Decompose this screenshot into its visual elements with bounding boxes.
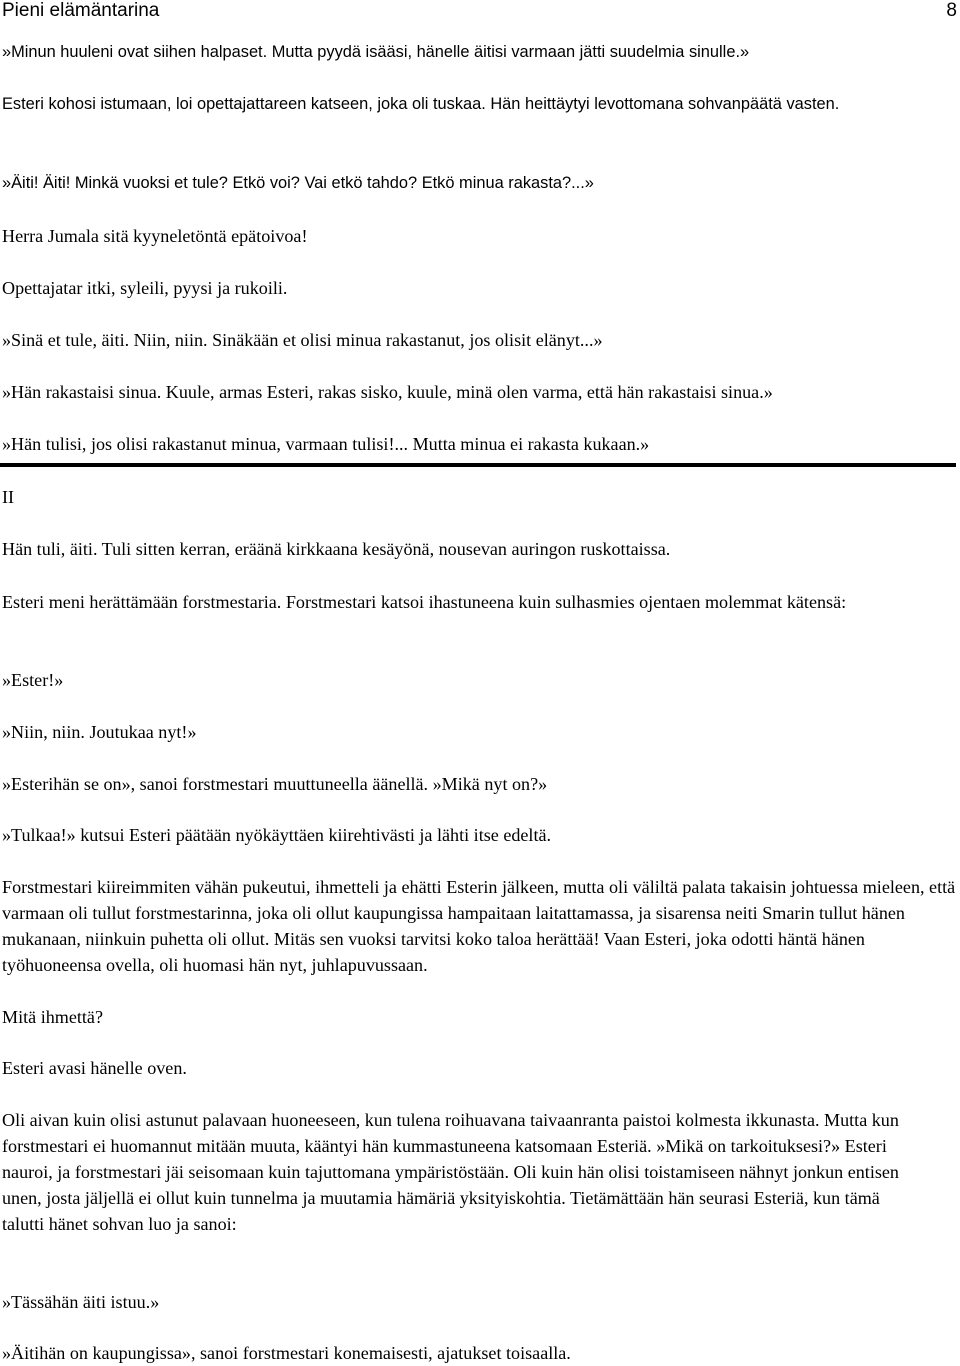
paragraph: »Äitihän on kaupungissa», sanoi forstmestari konemaisesti, ajatukset toisaalla. bbox=[2, 1343, 571, 1363]
paragraph: »Tässähän äiti istuu.» bbox=[2, 1292, 160, 1312]
paragraph: Esteri avasi hänelle oven. bbox=[2, 1058, 187, 1078]
paragraph: Forstmestari kiireimmiten vähän pukeutui, ihmetteli ja ehätti Esterin jälkeen, mutta oli väliltä palata takaisin johtuessa mieleen, että varmaan oli tullut forstmestarinna, joka oli ollut kaupungissa hampaitaan laitattamassa, ja sisarensa neiti Smarin tullut hänen mukanaan, niinkuin puhetta oli ollut. Mitäs sen vuoksi tarvitsi koko taloa herättää! Vaan Esteri, joka odotti häntä hänen työhuoneensa ovella, oli huomasi hän nyt, juhlapuvussaan. bbox=[2, 877, 956, 975]
paragraph: »Minun huuleni ovat siihen halpaset. Mutta pyydä isääsi, hänelle äitisi varmaan jätti suudelmia sinulle.» bbox=[2, 43, 750, 61]
paragraph: Mitä ihmettä? bbox=[2, 1007, 103, 1027]
paragraph: Herra Jumala sitä kyyneletöntä epätoivoa! bbox=[2, 226, 308, 246]
section-divider bbox=[0, 463, 956, 467]
paragraph: »Ester!» bbox=[2, 670, 64, 690]
paragraph: »Sinä et tule, äiti. Niin, niin. Sinäkään et olisi minua rakastanut, jos olisit elänyt...» bbox=[2, 330, 603, 350]
paragraph: Hän tuli, äiti. Tuli sitten kerran, eräänä kirkkaana kesäyönä, nousevan auringon ruskottaissa. bbox=[2, 539, 671, 559]
paragraph: »Hän rakastaisi sinua. Kuule, armas Esteri, rakas sisko, kuule, minä olen varma, että hän rakastaisi sinua.» bbox=[2, 382, 773, 402]
page-number: 8 bbox=[946, 0, 957, 21]
paragraph: »Niin, niin. Joutukaa nyt!» bbox=[2, 722, 197, 742]
section-heading: II bbox=[2, 487, 15, 507]
document-title: Pieni elämäntarina bbox=[2, 0, 160, 21]
paragraph: »Äiti! Äiti! Minkä vuoksi et tule? Etkö voi? Vai etkö tahdo? Etkö minua rakasta?...» bbox=[2, 174, 594, 192]
paragraph: »Esterihän se on», sanoi forstmestari muuttuneella äänellä. »Mikä nyt on?» bbox=[2, 774, 548, 794]
paragraph: Esteri meni herättämään forstmestaria. Forstmestari katsoi ihastuneena kuin sulhasmies ojentaen molemmat kätensä: bbox=[2, 592, 847, 612]
paragraph: »Hän tulisi, jos olisi rakastanut minua, varmaan tulisi!... Mutta minua ei rakasta kukaan.» bbox=[2, 434, 650, 454]
paragraph: Esteri kohosi istumaan, loi opettajattareen katseen, joka oli tuskaa. Hän heittäytyi levottomana sohvanpäätä vasten. bbox=[2, 95, 840, 113]
paragraph: Oli aivan kuin olisi astunut palavaan huoneeseen, kun tulena roihuavana taivaanranta paistoi kolmesta ikkunasta. Mutta kun forstmestari ei huomannut mitään muuta, kääntyi hän kummastuneena katsomaan Esteriä. »Mikä on tarkoituksesi?» Esteri nauroi, ja forstmestari jäi seisomaan kuin tajuttomana ympäristöstään. Oli kuin hän olisi toistamiseen nähnyt jonkun entisen unen, josta jäljellä ei ollut kuin tunnelma ja muutamia hämäriä yksityiskohtia. Tietämättään hän seurasi Esteriä, kun tämä talutti hänet sohvan luo ja sanoi: bbox=[2, 1110, 899, 1234]
paragraph: Opettajatar itki, syleili, pyysi ja rukoili. bbox=[2, 278, 288, 298]
paragraph: »Tulkaa!» kutsui Esteri päätään nyökäyttäen kiirehtivästi ja lähti itse edeltä. bbox=[2, 825, 552, 845]
page-header bbox=[2, 0, 957, 24]
